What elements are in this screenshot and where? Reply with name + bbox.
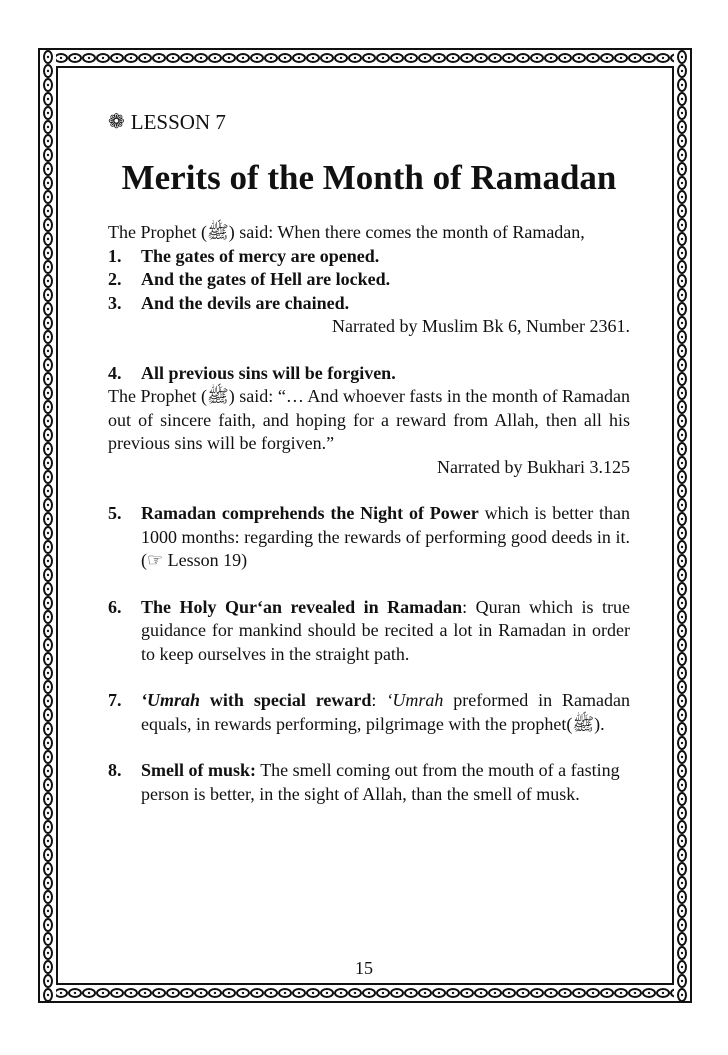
hadith-text: The Prophet (ﷺ) said: “… And whoever fasts in the month of Ramadan out of sincere faith, and hoping for a reward from Allah, then all his previous sins will be forgiven.”: [108, 386, 630, 453]
narration-citation: Narrated by Muslim Bk 6, Number 2361.: [332, 316, 630, 336]
list-body: [141, 596, 630, 667]
list-heading: with special reward: [200, 690, 372, 710]
lesson-heading: [108, 108, 630, 136]
list-body: [141, 689, 630, 736]
list-number: 3.: [108, 292, 122, 313]
lesson-label: LESSON 7: [130, 110, 226, 134]
list-body: [141, 502, 630, 573]
list-text: : Quran which is true guidance for mankind should be recited a lot in Ramadan in order to keep ourselves in the straight path.: [141, 596, 631, 664]
list-item: [108, 689, 630, 736]
list-number: 8.: [108, 760, 122, 780]
list-number: 1.: [108, 245, 122, 266]
ornamental-border-top: [40, 50, 690, 66]
list-item: [108, 268, 630, 292]
ornamental-border-right: [674, 50, 690, 1001]
page-number: 15: [355, 958, 373, 978]
list-text: The smell coming out from the mouth of a fasting person is better, in the sight of Allah, than the smell of musk.: [141, 760, 620, 804]
list-text: which is better than 1000 months: regarding the rewards of performing good deeds in it. (☞ Lesson 19): [141, 503, 631, 570]
list-text: :: [371, 690, 387, 710]
ornamental-border-bottom: [40, 985, 690, 1001]
list-number: 4.: [108, 362, 122, 383]
list-item: [108, 292, 630, 316]
list-text-italic: ‘Umrah: [386, 690, 444, 710]
list-heading: Smell of musk:: [141, 760, 257, 780]
list-item: [108, 502, 630, 573]
list-text: And the devils are chained.: [141, 292, 350, 313]
list-number: 7.: [108, 690, 122, 710]
list-item: [108, 245, 630, 269]
list-body: [141, 759, 630, 806]
list-heading: Ramadan comprehends the Night of Power: [141, 503, 479, 523]
list-text: And the gates of Hell are locked.: [141, 269, 391, 289]
list-heading-italic: ‘Umrah: [141, 690, 201, 710]
narration-citation: Narrated by Bukhari 3.125: [437, 456, 630, 477]
list-text: The gates of mercy are opened.: [141, 245, 380, 266]
lesson-content: [108, 108, 630, 806]
list-text: All previous sins will be forgiven.: [141, 362, 396, 383]
list-heading: The Holy Qur‘an revealed in Ramadan: [141, 596, 463, 617]
list-number: 6.: [108, 596, 122, 617]
intro-text: The Prophet (ﷺ) said: When there comes the month of Ramadan,: [108, 222, 585, 242]
ornamental-border-left: [40, 50, 56, 1001]
page-title: Merits of the Month of Ramadan: [121, 158, 617, 197]
flower-ornament-icon: ❁: [108, 111, 125, 133]
list-number: 2.: [108, 269, 122, 289]
list-item: [108, 362, 630, 386]
list-text: preformed in Ramadan equals, in rewards performing, pilgrimage with the prophet(ﷺ).: [141, 690, 630, 734]
list-item: [108, 596, 630, 667]
list-number: 5.: [108, 503, 122, 523]
list-item: [108, 759, 630, 806]
